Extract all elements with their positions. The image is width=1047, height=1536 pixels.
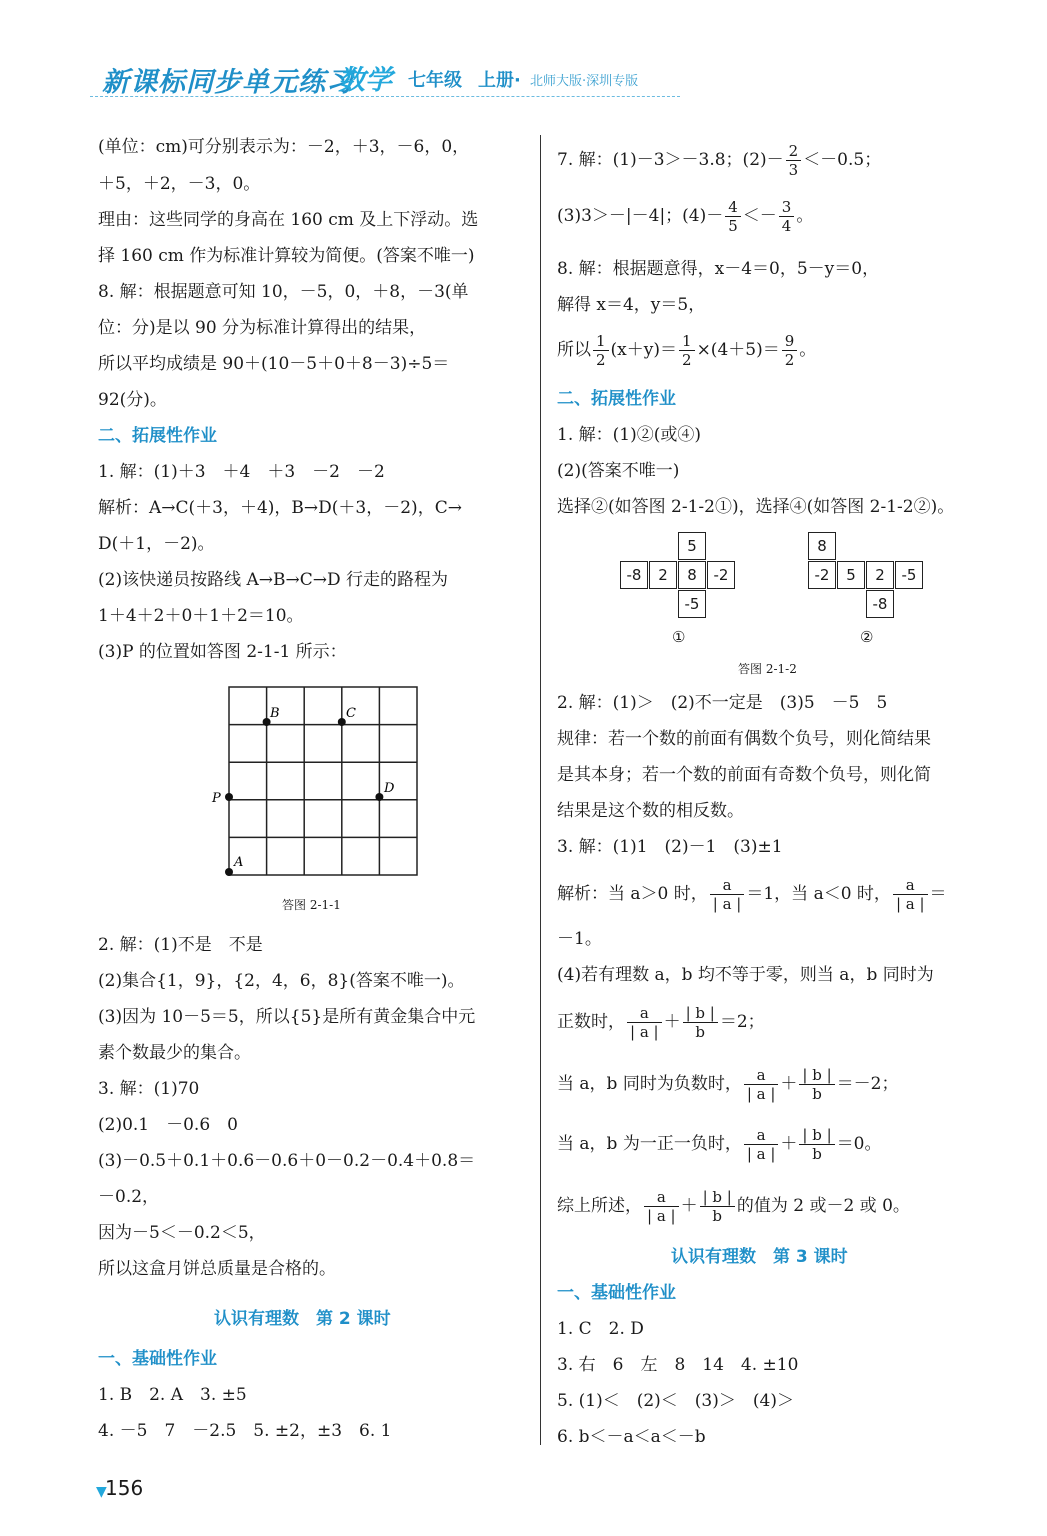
- lesson-title-2: 认识有理数 第 2 课时: [214, 1309, 391, 1329]
- text-line: 8. 解：根据题意得，x－4＝0，5－y＝0，: [557, 259, 880, 279]
- q3-analysis: [557, 876, 947, 913]
- label-a: A: [234, 855, 244, 870]
- fraction-den: | a |: [630, 1023, 659, 1041]
- label-d: D: [384, 781, 395, 796]
- fraction-num: a: [710, 876, 745, 895]
- fraction-num: 9: [782, 332, 798, 351]
- text-line: 92(分)。: [98, 390, 167, 410]
- fraction: [779, 198, 795, 235]
- q7-line-2: [557, 198, 813, 235]
- q8-tail: 。: [799, 340, 817, 360]
- fraction: [710, 876, 745, 913]
- coordinate-grid-figure: [210, 680, 410, 880]
- net-cell: 2: [649, 561, 677, 589]
- text-line: (2)(答案不唯一): [557, 461, 680, 481]
- text-line: 择 160 cm 作为标准计算较为简便。(答案不唯一): [98, 246, 475, 266]
- page-number: 156: [105, 1476, 144, 1500]
- text-line: 1. 解：(1)②(或④): [557, 425, 701, 445]
- fraction: [644, 1188, 679, 1225]
- fraction-num: a: [893, 876, 928, 895]
- plus-sign: ＋: [680, 1196, 698, 1216]
- text-line: (2)0.1 －0.6 0: [98, 1115, 238, 1135]
- figure-caption-2-1-2: 答图 2-1-2: [738, 662, 797, 676]
- point-d: [375, 793, 383, 801]
- net-cell: -5: [895, 561, 923, 589]
- text-line: 3. 右 6 左 8 14 4. ±10: [557, 1355, 799, 1375]
- fraction-den: b: [812, 1145, 822, 1163]
- fraction-den: 2: [682, 351, 692, 369]
- q4-case-mixed: [557, 1126, 882, 1163]
- fraction: [593, 332, 609, 369]
- q7-part2: (3)3＞－|－4|；(4)－: [557, 206, 724, 226]
- fraction: [786, 142, 802, 179]
- point-c: [338, 718, 346, 726]
- fraction-num: | b |: [683, 1004, 718, 1023]
- point-a: [225, 868, 233, 876]
- label-c: C: [346, 706, 356, 721]
- section-heading-extension: 二、拓展性作业: [557, 389, 676, 409]
- section-heading-basic: 一、基础性作业: [98, 1349, 217, 1369]
- fraction-den: 2: [596, 351, 606, 369]
- fraction-den: | a |: [895, 895, 925, 913]
- grade-label: 七年级: [408, 70, 462, 91]
- edition-label: 北师大版·深圳专版: [530, 74, 639, 89]
- q7-part1: 7. 解：(1)－3＞－3.8；(2)－: [557, 150, 784, 170]
- text-line: 1. C 2. D: [557, 1319, 644, 1339]
- q4e-tail: 的值为 2 或－2 或 0。: [736, 1196, 910, 1216]
- text-line: (3)－0.5＋0.1＋0.6－0.6＋0－0.2－0.4＋0.8＝: [98, 1151, 476, 1171]
- fraction: [782, 332, 798, 369]
- net-label: ①: [672, 628, 686, 646]
- net-cell: -8: [620, 561, 648, 589]
- fraction-den: 5: [728, 217, 738, 235]
- q7-line-1: [557, 142, 881, 179]
- q3-tail: ＝: [929, 884, 947, 904]
- fraction-den: | a |: [746, 1085, 776, 1103]
- fraction-den: | a |: [712, 895, 742, 913]
- text-line: 规律：若一个数的前面有偶数个负号，则化简结果: [557, 729, 931, 749]
- fraction-num: a: [744, 1066, 779, 1085]
- text-line: (2)集合{1，9}，{2，4，6，8}(答案不唯一)。: [98, 971, 465, 991]
- text-line: (2)该快递员按路线 A→B→C→D 行走的路程为: [98, 570, 449, 590]
- fraction-den: b: [695, 1023, 706, 1041]
- text-line: 1＋4＋2＋0＋1＋2＝10。: [98, 606, 304, 626]
- text-line: 所以这盒月饼总质量是合格的。: [98, 1259, 336, 1279]
- q4c-head: 当 a，b 同时为负数时，: [557, 1074, 742, 1094]
- net-cell: -8: [866, 590, 894, 618]
- net-cell: 5: [678, 532, 706, 560]
- figure-caption-2-1-1: 答图 2-1-1: [282, 898, 341, 912]
- fraction-num: 1: [593, 332, 609, 351]
- subject-badge: 数学: [338, 65, 392, 96]
- q7-part2-mid: ＜－: [742, 206, 777, 226]
- fraction: [744, 1066, 779, 1103]
- text-line: 位：分)是以 90 分为标准计算得出的结果，: [98, 318, 427, 338]
- text-line: (单位：cm)可分别表示为：－2，＋3，－6，0，: [98, 137, 470, 157]
- fraction: [744, 1126, 779, 1163]
- fraction-num: 4: [725, 198, 741, 217]
- fraction-den: 4: [781, 217, 792, 235]
- fraction-num: a: [627, 1004, 662, 1023]
- text-line: (4)若有理数 a，b 均不等于零，则当 a，b 同时为: [557, 965, 934, 985]
- fraction-den: b: [712, 1207, 723, 1225]
- q4e-head: 综上所述，: [557, 1196, 642, 1216]
- plus-sign: ＋: [780, 1074, 798, 1094]
- q4d-head: 当 a，b 为一正一负时，: [557, 1134, 742, 1154]
- column-divider: [540, 135, 541, 1445]
- text-line: －1。: [557, 929, 602, 949]
- fraction: [627, 1004, 662, 1041]
- fraction-num: | b |: [799, 1126, 834, 1145]
- net-cell: 8: [678, 561, 706, 589]
- lesson-title-3: 认识有理数 第 3 课时: [671, 1247, 848, 1267]
- fraction-num: | b |: [700, 1188, 735, 1207]
- q8-mid2: ×(4＋5)＝: [696, 340, 780, 360]
- text-line: ＋5，＋2，－3，0。: [98, 174, 261, 194]
- text-line: 2. 解：(1)＞ (2)不一定是 (3)5 －5 5: [557, 693, 888, 713]
- q4-case-positive: [557, 1004, 765, 1041]
- text-line: 4. －5 7 －2.5 5. ±2，±3 6. 1: [98, 1421, 392, 1441]
- book-title: 新课标同步单元练习: [102, 67, 354, 98]
- q3-mid: ＝1，当 a＜0 时，: [746, 884, 891, 904]
- q8-head: 所以: [557, 340, 591, 360]
- fraction-den: 3: [788, 161, 799, 179]
- text-line: D(＋1，－2)。: [98, 534, 215, 554]
- page-header: [90, 58, 690, 98]
- text-line: 2. 解：(1)不是 不是: [98, 935, 263, 955]
- text-line: 因为－5＜－0.2＜5，: [98, 1223, 266, 1243]
- label-p: P: [212, 791, 221, 806]
- fraction-num: 2: [786, 142, 802, 161]
- text-line: 8. 解：根据题意可知 10，－5，0，＋8，－3(单: [98, 282, 469, 302]
- q4-summary: [557, 1188, 910, 1225]
- text-line: (3)P 的位置如答图 2-1-1 所示：: [98, 642, 347, 662]
- page-marker-icon: ▼: [96, 1484, 107, 1500]
- q8-mid: (x＋y)＝: [610, 340, 678, 360]
- fraction-den: | a |: [746, 1145, 776, 1163]
- plus-sign: ＋: [780, 1134, 798, 1154]
- text-line: (3)因为 10－5＝5，所以{5}是所有黄金集合中元: [98, 1007, 476, 1027]
- fraction-den: 2: [784, 351, 795, 369]
- section-heading-basic: 一、基础性作业: [557, 1283, 676, 1303]
- net-cell: 8: [808, 532, 836, 560]
- fraction-num: 3: [779, 198, 795, 217]
- q7-part1-tail: ＜－0.5；: [803, 150, 882, 170]
- text-line: 解得 x＝4，y＝5，: [557, 295, 706, 315]
- text-line: 3. 解：(1)1 (2)－1 (3)±1: [557, 837, 783, 857]
- net-cell: 5: [837, 561, 865, 589]
- fraction: [683, 1004, 718, 1041]
- text-line: 5. (1)＜ (2)＜ (3)＞ (4)＞: [557, 1391, 794, 1411]
- net-cell: -2: [808, 561, 836, 589]
- fraction-num: a: [644, 1188, 679, 1207]
- volume-label: 上册·: [478, 70, 521, 91]
- text-line: 6. b＜－a＜a＜－b: [557, 1427, 706, 1447]
- q4-case-negative: [557, 1066, 899, 1103]
- text-line: 解析：A→C(＋3，＋4)，B→D(＋3，－2)，C→: [98, 498, 462, 518]
- fraction: [893, 876, 928, 913]
- text-line: 是其本身；若一个数的前面有奇数个负号，则化简: [557, 765, 931, 785]
- q3-head: 解析：当 a＞0 时，: [557, 884, 708, 904]
- q8-conclusion: [557, 332, 816, 369]
- fraction: [700, 1188, 735, 1225]
- point-p: [225, 793, 233, 801]
- fraction: [725, 198, 741, 235]
- fraction-den: b: [812, 1085, 822, 1103]
- plus-sign: ＋: [663, 1012, 681, 1032]
- net-label: ②: [860, 628, 874, 646]
- text-line: 3. 解：(1)70: [98, 1079, 200, 1099]
- header-rule: [90, 96, 680, 97]
- text-line: 1. 解：(1)＋3 ＋4 ＋3 －2 －2: [98, 462, 385, 482]
- label-b: B: [270, 706, 280, 721]
- text-line: －0.2，: [98, 1187, 160, 1207]
- fraction-num: | b |: [799, 1066, 834, 1085]
- text-line: 结果是这个数的相反数。: [557, 801, 744, 821]
- fraction: [679, 332, 695, 369]
- text-line: 选择②(如答图 2-1-2①)，选择④(如答图 2-1-2②)。: [557, 497, 955, 517]
- text-line: 1. B 2. A 3. ±5: [98, 1385, 247, 1405]
- net-cell: -5: [678, 590, 706, 618]
- fraction-num: 1: [679, 332, 695, 351]
- section-heading-extension: 二、拓展性作业: [98, 426, 217, 446]
- q4d-tail: ＝0。: [836, 1134, 882, 1154]
- net-cell: 2: [866, 561, 894, 589]
- net-cell: -2: [707, 561, 735, 589]
- fraction-num: a: [744, 1126, 779, 1145]
- fraction: [799, 1066, 834, 1103]
- q7-part2-tail: 。: [796, 206, 814, 226]
- q4c-tail: ＝－2；: [836, 1074, 899, 1094]
- text-line: 所以平均成绩是 90＋(10－5＋0＋8－3)÷5＝: [98, 354, 450, 374]
- text-line: 理由：这些同学的身高在 160 cm 及上下浮动。选: [98, 210, 479, 230]
- fraction: [799, 1126, 834, 1163]
- q4b-head: 正数时，: [557, 1012, 625, 1032]
- q4b-tail: ＝2；: [719, 1012, 765, 1032]
- fraction-den: | a |: [647, 1207, 676, 1225]
- text-line: 素个数最少的集合。: [98, 1043, 251, 1063]
